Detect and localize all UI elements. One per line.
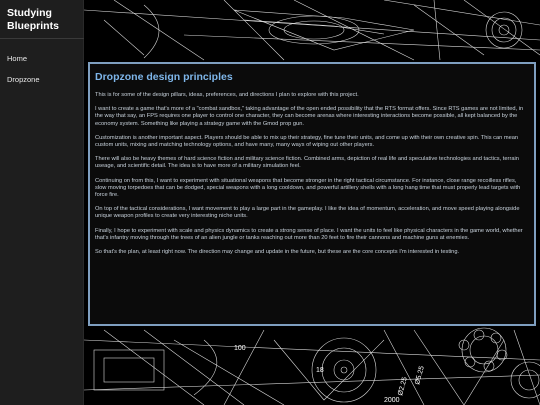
article-panel	[88, 62, 536, 326]
site-title: Studying Blueprints	[7, 7, 59, 32]
page-title: Dropzone design principles	[95, 71, 233, 83]
nav-link-home[interactable]: Home	[7, 54, 28, 63]
sidebar-divider	[0, 38, 84, 39]
nav-link-dropzone[interactable]: Dropzone	[7, 75, 40, 84]
article-paragraph: Continuing on from this, I want to experiment with situational weapons that become stronger in the right tactical circumstance. For instance, close range recoilless rifles, slow moving torpedoes that can be dodged, special weapons with a long cooldown, and powerful artillery shells with a long hang time that must properly lead targets with force fire.	[95, 177, 521, 199]
article-paragraph: I want to create a game that's more of a "combat sandbox," taking advantage of the open ended possibility that the RTS format offers. Since RTS games are not limited, in the way that say, an FPS requires one player to control one character, they can become arenas where interesting interactions become possible, all kept balanced by the economy system. Something like playing a strategy game with the Gmod prop gun.	[95, 106, 524, 127]
sidebar	[0, 0, 84, 405]
article-paragraph: Finally, I hope to experiment with scale and physics dynamics to create a strong sense of place. I want the units to feel like physical characters in the game world, whether that's infantry moving through the trees of an alien jungle or tanks reaching out more than 20 feet to fire their cannons and machine guns at enemies.	[95, 227, 523, 241]
article-paragraph: This is for some of the design pillars, ideas, preferences, and directions I plan to explore with this project.	[95, 92, 359, 98]
article-body	[95, 92, 525, 263]
blueprint-label: 100	[234, 345, 246, 352]
blueprint-label: 2000	[384, 397, 400, 404]
article-paragraph: So that's the plan, at least right now. The direction may change and update in the future, but these are the core concepts I'm interested in testing.	[95, 249, 460, 256]
article-paragraph: Customization is another important aspect. Players should be able to mix up their strategy, fine tune their units, and come up with their own creative spin. This can mean custom units, mixing and matching technology options, and have many, many ways of wiping out other players.	[95, 134, 519, 149]
blueprint-label: Ø5.25	[414, 365, 426, 386]
article-paragraph: On top of the tactical considerations, I want movement to play a large part in the gameplay. I like the idea of momentum, acceleration, and move speed playing alongside unique weapon profiles to create very interesting niche units.	[95, 206, 520, 220]
blueprint-label: 18	[316, 367, 324, 374]
article-paragraph: There will also be heavy themes of hard science fiction and military science fiction. Combined arms, depiction of real life and speculative technologies and tactics, terrain useage, and scientific detail. The idea is to have more of a military simulation feel.	[95, 156, 519, 170]
blueprint-label: Ø2.25	[397, 376, 409, 397]
